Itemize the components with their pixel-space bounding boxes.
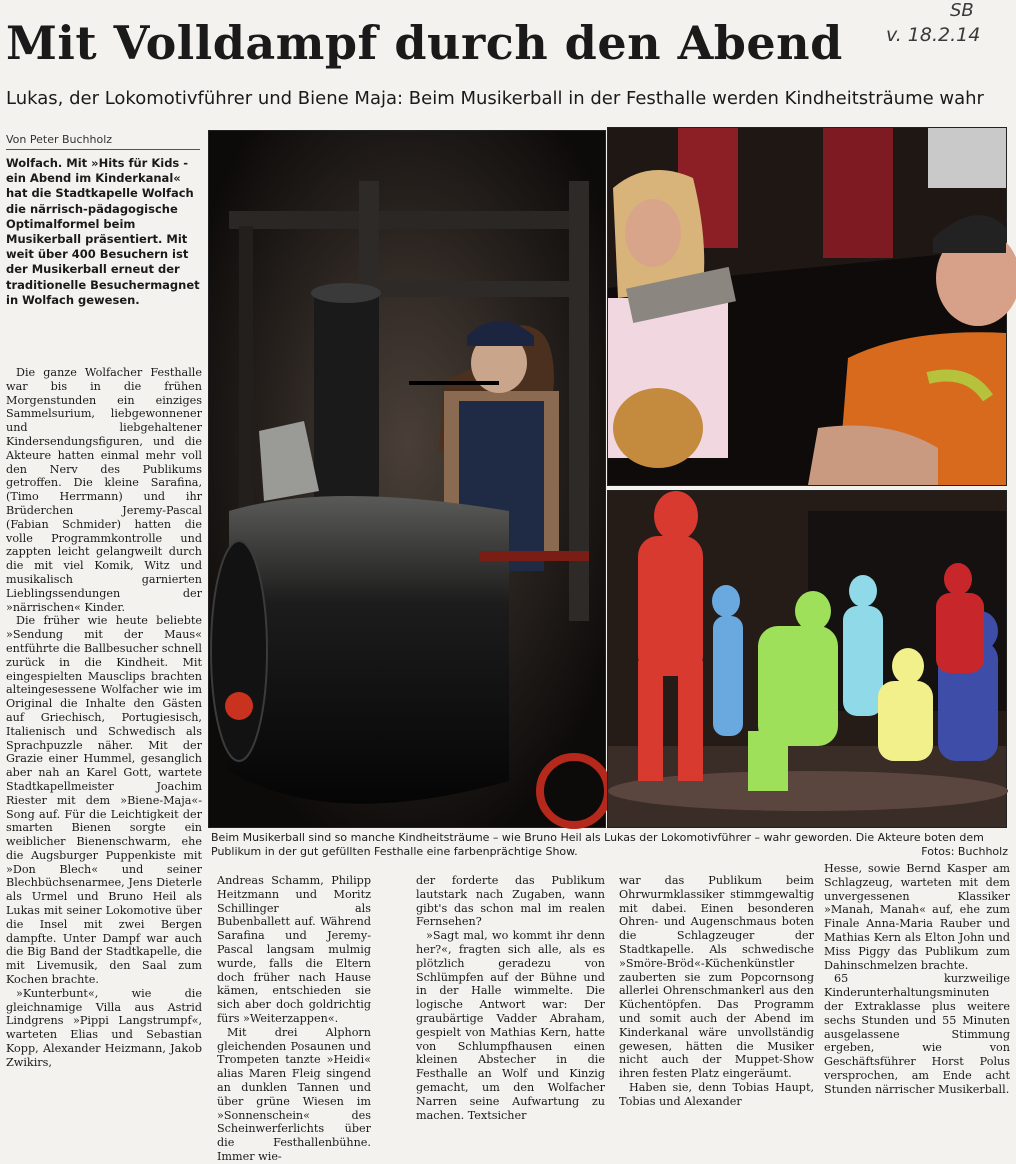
headline: Mit Volldampf durch den Abend <box>6 16 843 70</box>
subheadline: Lukas, der Lokomotivführer und Biene Maja: Beim Musikerball in der Festhalle werden Kindheitsträume wahr <box>6 88 984 109</box>
caption-text: Beim Musikerball sind so manche Kindheitsträume – wie Bruno Heil als Lukas der Lokomotivführer – wahr geworden. Die Akteure boten dem Publikum in der gut gefüllten Festhalle eine farbenprächtige Show. <box>211 831 984 858</box>
photo-locomotive <box>208 130 606 828</box>
photo-caption <box>211 831 1008 859</box>
paragraph: Haben sie, denn Tobias Haupt, Tobias und Alexander <box>619 1080 814 1108</box>
paragraph: »Kunterbunt«, wie die gleichnamige Villa aus Astrid Lindgrens »Pippi Langstrumpf«, warteten Elias und Sebastian Kopp, Alexander Heizmann, Jakob Zwikirs, <box>6 986 202 1069</box>
text-column-5 <box>824 862 1010 1144</box>
paragraph: »Sagt mal, wo kommt ihr denn her?«, fragten sich alle, als es plötzlich geradezu von Schlümpfen auf der Bühne und in der Halle wimmelte. Die logische Antwort war: Der graubärtige Vadder Abraham, gespielt von Mathias Kern, hatte von Schlumpfhausen einen kleinen Abstecher in die Festhalle an Wolf und Kinzig gemacht, um den Wolfacher Narren seine Aufwartung zu machen. Textsicher <box>416 929 605 1122</box>
paragraph: 65 kurzweilige Kinderunterhaltungsminuten der Extraklasse plus weitere sechs Stunden und 55 Minuten ausgelassene Stimmung ergeben, wie von Geschäftsführer Horst Polus versprochen, am Ende acht Stunden närrischer Musikerball. <box>824 972 1010 1096</box>
paragraph: Andreas Schamm, Philipp Heitzmann und Moritz Schillinger als Bubenballett auf. Während Sarafina und Jeremy-Pascal langsam mulmig wurde, falls die Eltern doch früher nach Hause kämen, entschieden sie sich aber doch goldrichtig fürs »Weiterzappen«. <box>217 874 371 1025</box>
text-column-3 <box>416 874 605 1144</box>
photo-characters <box>607 127 1007 486</box>
handwritten-note <box>878 0 998 60</box>
text-column-2 <box>217 874 371 1163</box>
paragraph: Die früher wie heute beliebte »Sendung mit der Maus« entführte die Ballbesucher schnell zurück in die Kindheit. Mit eingespielten Mausclips brachten alteingesessene Wolfacher wie im Original die Inhalte den Gästen auf Griechisch, Portugiesisch, Italienisch und Schwedisch als Sprachpuzzle näher. Mit der Grazie einer Hummel, gesanglich aber nah an Karel Gott, wartete Stadtkapellmeister Joachim Riester mit dem »Biene-Maja«-Song auf. Für die Leichtigkeit der smarten Bienen sorgte ein weiblicher Bienenschwarm, ehe die Augsburger Puppenkiste mit »Don Blech« und seiner Blechbüchsenarmee, Jens Dieterle als Urmel und Bruno Heil als Lukas mit seiner Lokomotive über die Insel mit zwei Bergen dampfte. Unter Dampf war auch die Big Band der Stadtkapelle, die mit Livemusik, den Saal zum Kochen brachte. <box>6 614 202 987</box>
paragraph: Mit drei Alphorn gleichenden Posaunen und Trompeten tanzte »Heidi« alias Maren Fleig singend an dunklen Tannen und über grüne Wiesen im »Sonnenschein« des Scheinwerferlichts über die Festhallenbühne. Immer wie- <box>217 1025 371 1163</box>
paragraph: war das Publikum beim Ohrwurmklassiker stimmgewaltig mit dabei. Einen besonderen Ohren- und Augenschmaus boten die Schlagzeuger der Stadtkapelle. Als schwedische »Smöre-Bröd«-Küchenkünstler zauberten sie zum Popcornsong allerlei Ohrenschmankerl aus den Küchentöpfen. Das Programm und somit auch der Abend im Kinderkanal wäre unvollständig gewesen, hätten die Musiker nicht auch der Muppet-Show ihren festen Platz eingeräumt. <box>619 874 814 1081</box>
text-column-4 <box>619 874 814 1144</box>
paragraph: Die ganze Wolfacher Festhalle war bis in die frühen Morgenstunden ein einziges Sammelsurium, liebgewonnener und liebgehaltener Kindersendungsfiguren, und die Akteure hatten einmal mehr voll den Nerv des Publikums getroffen. Die kleine Sarafina, (Timo Herrmann) und ihr Brüderchen Jeremy-Pascal (Fabian Schmider) hatten die volle Programmkontrolle und zappten leicht gelangweilt durch die mit viel Komik, Witz und musikalisch garnierten Lieblingssendungen der »närrischen« Kinder. <box>6 366 202 614</box>
byline: Von Peter Buchholz <box>6 133 113 146</box>
photo-credit: Fotos: Buchholz <box>921 845 1008 858</box>
byline-divider <box>6 149 200 150</box>
lead-paragraph: Wolfach. Mit »Hits für Kids - ein Abend im Kinderkanal« hat die Stadtkapelle Wolfach die närrisch-pädagogische Optimalformel beim Musikerball präsentiert. Mit weit über 400 Besuchern ist der Musikerball erneut der traditionelle Besuchermagnet in Wolfach gewesen. <box>6 156 200 307</box>
photo-colorful-show <box>607 490 1007 828</box>
handwritten-tag: SB <box>950 0 974 21</box>
text-column-1 <box>6 366 202 1144</box>
handwritten-date: v. 18.2.14 <box>886 24 981 46</box>
paragraph: Hesse, sowie Bernd Kasper am Schlagzeug, warteten mit dem unvergessenen Klassiker »Manah, Manah« auf, ehe zum Finale Anna-Maria Rauber und Mathias Kern als Elton John und Miss Piggy das Publikum zum Dahinschmelzen brachte. <box>824 862 1010 972</box>
paragraph: der forderte das Publikum lautstark nach Zugaben, wann gibt's das schon mal im realen Fernsehen? <box>416 874 605 929</box>
